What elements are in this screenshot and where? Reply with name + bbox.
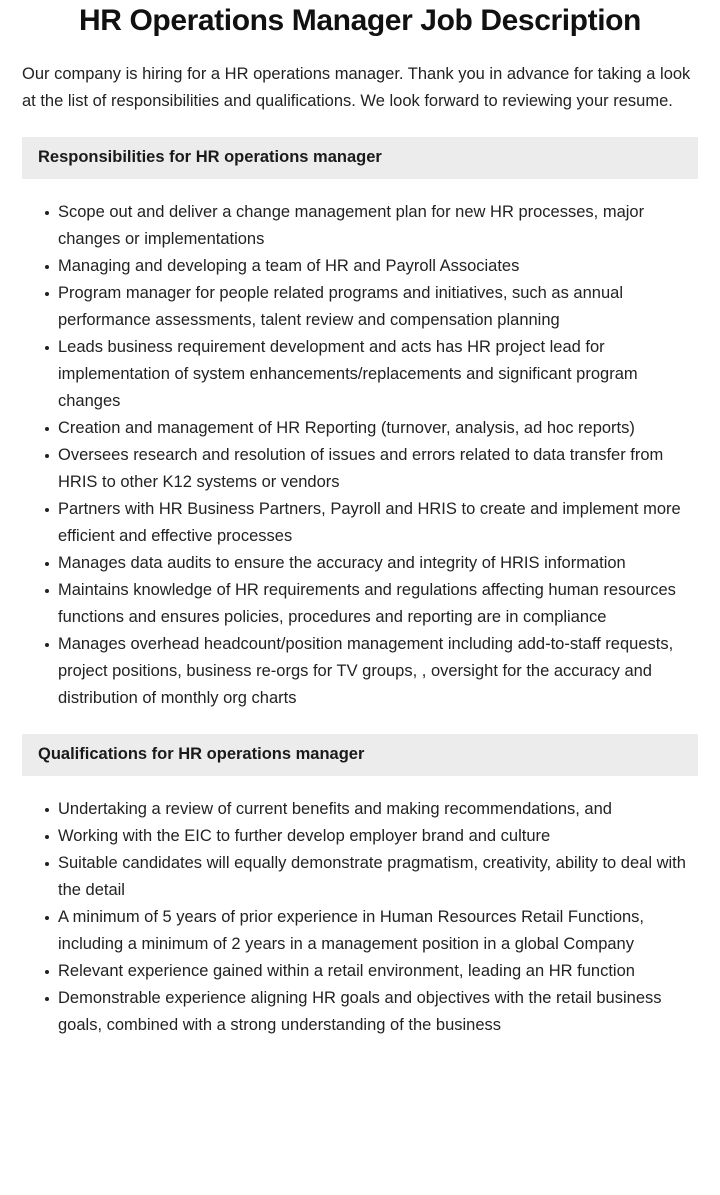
list-item: Manages data audits to ensure the accuracy and integrity of HRIS information <box>22 550 698 577</box>
list-item: Creation and management of HR Reporting (turnover, analysis, ad hoc reports) <box>22 415 698 442</box>
responsibilities-list <box>22 199 698 712</box>
responsibilities-section <box>22 137 698 712</box>
list-item: Manages overhead headcount/position management including add-to-staff requests, project positions, business re-orgs for TV groups, , oversight for the accuracy and distribution of monthly org charts <box>22 631 698 712</box>
qualifications-heading: Qualifications for HR operations manager <box>22 734 698 776</box>
list-item: Undertaking a review of current benefits and making recommendations, and <box>22 796 698 823</box>
page-title: HR Operations Manager Job Description <box>79 4 641 37</box>
list-item: Managing and developing a team of HR and Payroll Associates <box>22 253 698 280</box>
qualifications-list <box>22 796 698 1039</box>
list-item: Scope out and deliver a change management plan for new HR processes, major changes or implementations <box>22 199 698 253</box>
list-item: Demonstrable experience aligning HR goals and objectives with the retail business goals, combined with a strong understanding of the business <box>22 985 698 1039</box>
list-item: Suitable candidates will equally demonstrate pragmatism, creativity, ability to deal with the detail <box>22 850 698 904</box>
spacer <box>22 776 698 796</box>
list-item: Partners with HR Business Partners, Payroll and HRIS to create and implement more efficient and effective processes <box>22 496 698 550</box>
responsibilities-heading: Responsibilities for HR operations manager <box>22 137 698 179</box>
qualifications-section <box>22 734 698 1039</box>
intro-paragraph: Our company is hiring for a HR operations manager. Thank you in advance for taking a look at the list of responsibilities and qualifications. We look forward to reviewing your resume. <box>22 64 691 110</box>
list-item: Maintains knowledge of HR requirements and regulations affecting human resources functions and ensures policies, procedures and reporting are in compliance <box>22 577 698 631</box>
list-item: Oversees research and resolution of issues and errors related to data transfer from HRIS to other K12 systems or vendors <box>22 442 698 496</box>
list-item: Working with the EIC to further develop employer brand and culture <box>22 823 698 850</box>
list-item: Program manager for people related programs and initiatives, such as annual performance assessments, talent review and compensation planning <box>22 280 698 334</box>
list-item: Leads business requirement development and acts has HR project lead for implementation of system enhancements/replacements and significant program changes <box>22 334 698 415</box>
spacer <box>22 179 698 199</box>
list-item: Relevant experience gained within a retail environment, leading an HR function <box>22 958 698 985</box>
list-item: A minimum of 5 years of prior experience in Human Resources Retail Functions, including a minimum of 2 years in a management position in a global Company <box>22 904 698 958</box>
job-description-page <box>0 4 720 1039</box>
